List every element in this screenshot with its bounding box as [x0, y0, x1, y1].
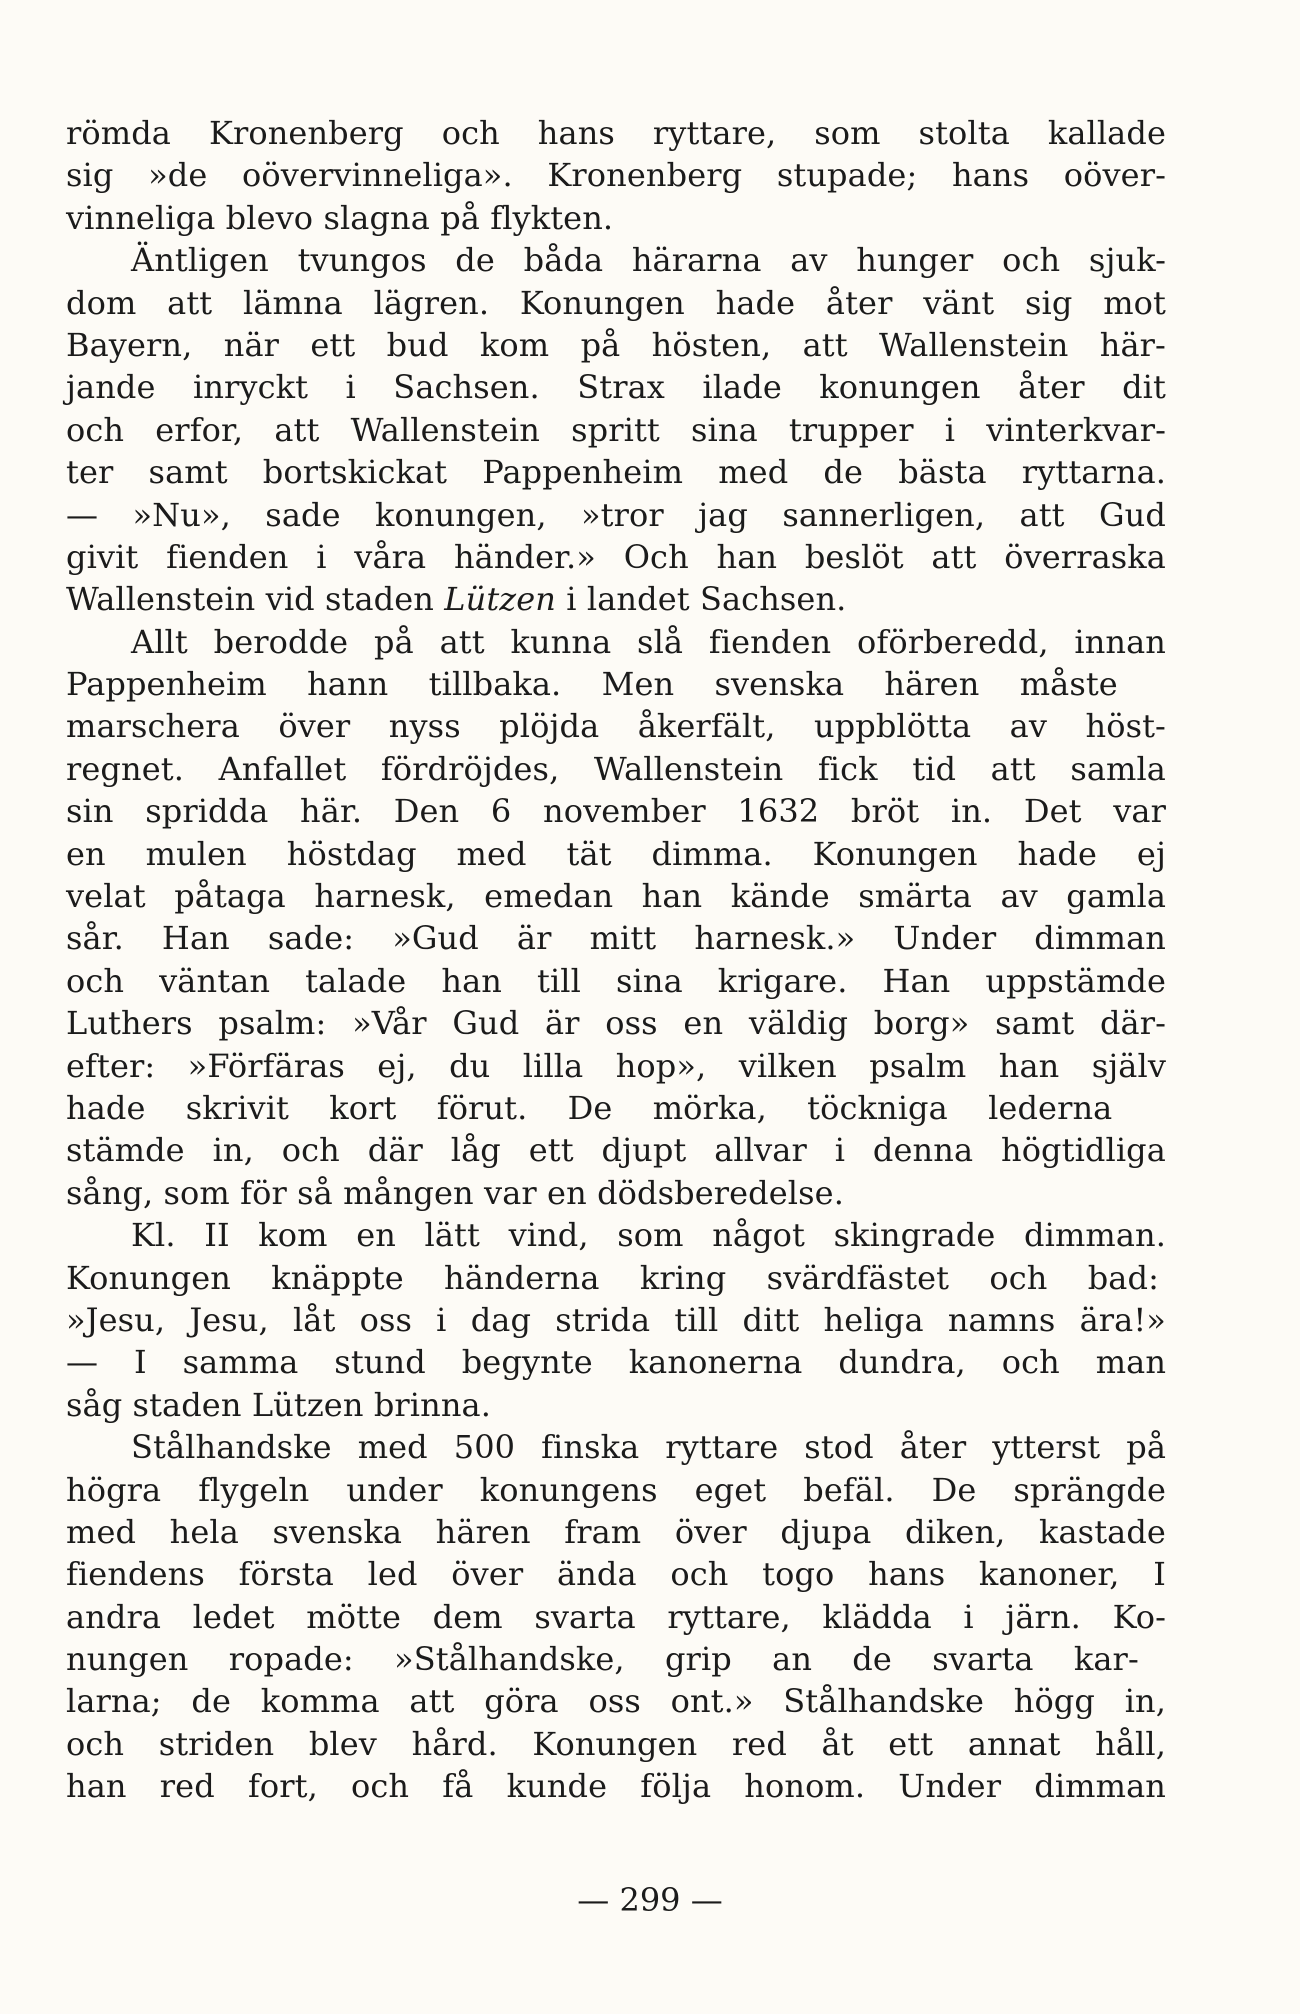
italic-place-name: Lützen	[444, 580, 557, 619]
text-line-18: en mulen höstdag med tät dimma. Konungen hade ej	[66, 834, 1166, 873]
text-line-28: Konungen knäppte händerna kring svärdfästet och bad:	[66, 1258, 1159, 1297]
text-line-6: Bayern, när ett bud kom på hösten, att Wallenstein här-	[66, 325, 1166, 364]
text-line-22: Luthers psalm: »Vår Gud är oss en väldig borg» samt där-	[66, 1004, 1167, 1043]
text-line-26: sång, som för så mången var en dödsberedelse.	[66, 1173, 844, 1212]
text-line-4: Äntligen tvungos de båda härarna av hunger och sjuk-	[131, 241, 1167, 280]
text-line-7: jande inryckt i Sachsen. Strax ilade konungen åter dit	[66, 368, 1166, 407]
text-line-31: såg staden Lützen brinna.	[66, 1385, 491, 1424]
text-line-29: »Jesu, Jesu, låt oss i dag strida till ditt heliga namns ära!»	[66, 1300, 1166, 1339]
text-line-34: med hela svenska hären fram över djupa diken, kastade	[66, 1512, 1166, 1551]
text-line-33: högra flygeln under konungens eget befäl. De sprängde	[66, 1470, 1167, 1509]
text-line-38: larna; de komma att göra oss ont.» Stålhandske högg in,	[66, 1682, 1167, 1721]
text-line-15: marschera över nyss plöjda åkerfält, uppblötta av höst-	[66, 707, 1166, 746]
text-line-3: vinneliga blevo slagna på flykten.	[66, 198, 614, 237]
text-line-8: och erfor, att Wallenstein spritt sina trupper i vinterkvar-	[66, 410, 1167, 449]
text-line-19: velat påtaga harnesk, emedan han kände smärta av gamla	[66, 877, 1167, 916]
text-line-39: och striden blev hård. Konungen red åt ett annat håll,	[66, 1724, 1166, 1763]
text-line-1: römda Kronenberg och hans ryttare, som stolta kallade	[66, 114, 1166, 152]
text-line-12	[66, 578, 1166, 620]
text-line-10: — »Nu», sade konungen, »tror jag sannerligen, att Gud	[66, 495, 1166, 534]
text-line-2: sig »de oövervinneliga». Kronenberg stupade; hans oöver-	[66, 156, 1167, 195]
text-line-32: Stålhandske med 500 finska ryttare stod åter ytterst på	[131, 1428, 1167, 1467]
text-line-17: sin spridda här. Den 6 november 1632 bröt in. Det var	[66, 792, 1166, 831]
text-line-11: givit fienden i våra händer.» Och han beslöt att överraska	[66, 537, 1166, 576]
text-line-12-head: Wallenstein vid staden	[66, 580, 445, 619]
text-line-13: Allt berodde på att kunna slå fienden oförberedd, innan	[131, 622, 1167, 661]
text-line-30: — I samma stund begynte kanonerna dundra, och man	[66, 1343, 1167, 1382]
text-line-25: stämde in, och där låg ett djupt allvar i denna högtidliga	[66, 1131, 1166, 1170]
text-line-27: Kl. II kom en lätt vind, som något skingrade dimman.	[131, 1216, 1166, 1255]
text-line-40: han red fort, och få kunde följa honom. Under dimman	[66, 1767, 1166, 1806]
text-line-37: nungen ropade: »Stålhandske, grip an de svarta kar-	[66, 1640, 1139, 1679]
text-line-9: ter samt bortskickat Pappenheim med de bästa ryttarna.	[66, 453, 1167, 492]
text-line-14: Pappenheim hann tillbaka. Men svenska hären måste	[66, 665, 1118, 704]
text-line-5: dom att lämna lägren. Konungen hade åter vänt sig mot	[66, 283, 1166, 322]
text-line-12-tail: i landet Sachsen.	[556, 580, 847, 619]
text-line-24: hade skrivit kort förut. De mörka, töckniga lederna	[66, 1088, 1113, 1127]
page-number: — 299 —	[577, 1881, 723, 1919]
text-line-35: fiendens första led över ända och togo hans kanoner, I	[66, 1555, 1167, 1594]
text-line-16: regnet. Anfallet fördröjdes, Wallenstein fick tid att samla	[66, 749, 1166, 788]
text-line-21: och väntan talade han till sina krigare. Han uppstämde	[66, 961, 1167, 1000]
text-line-20: sår. Han sade: »Gud är mitt harnesk.» Under dimman	[66, 919, 1166, 958]
text-line-23: efter: »Förfäras ej, du lilla hop», vilken psalm han själv	[66, 1046, 1166, 1085]
text-line-36: andra ledet mötte dem svarta ryttare, klädda i järn. Ko-	[66, 1597, 1166, 1636]
body-text	[66, 112, 1166, 1808]
